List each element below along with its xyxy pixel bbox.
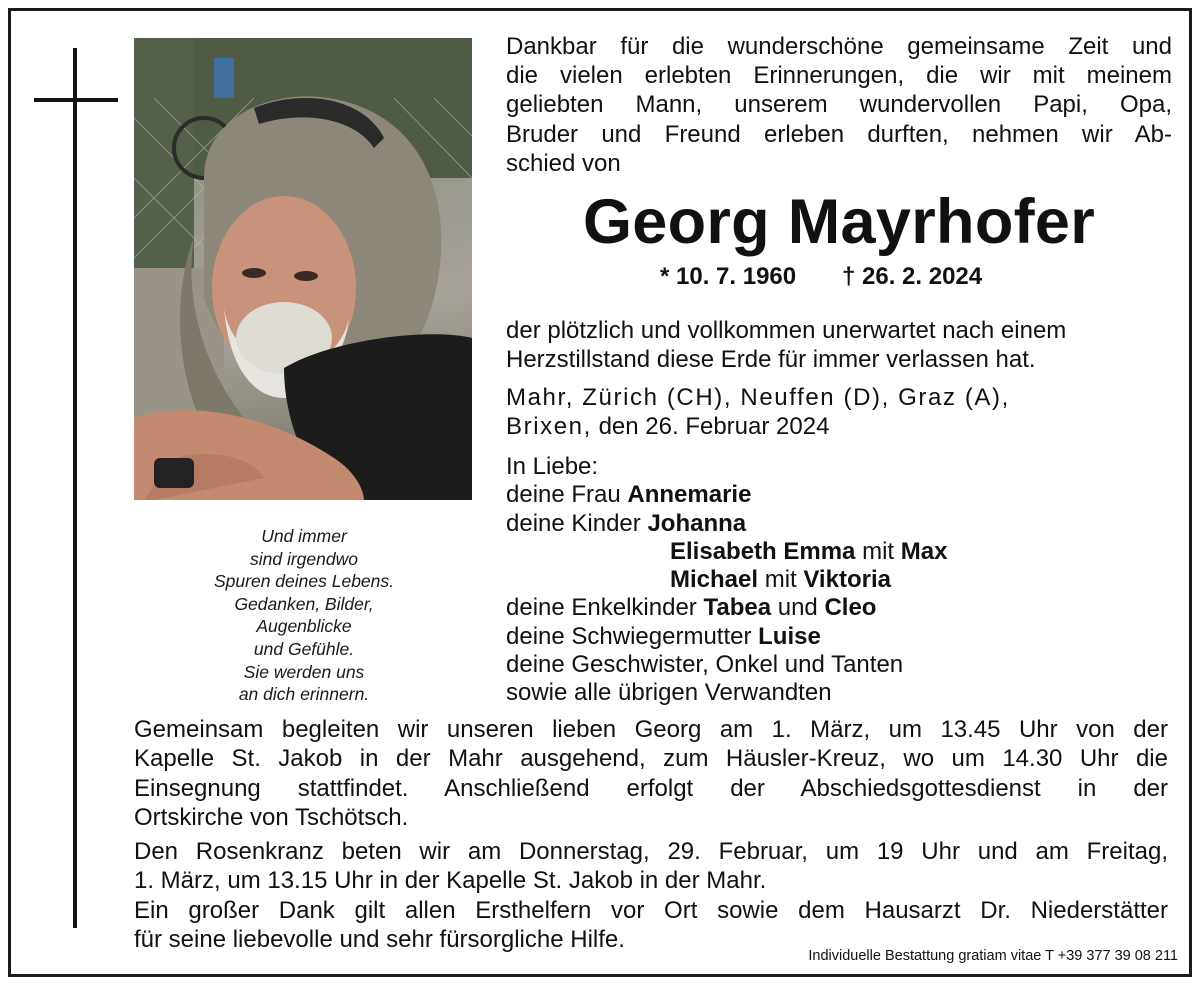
thanks-line: für seine liebevolle und sehr fürsorgliche Hilfe.: [134, 926, 625, 954]
mourner-name: Johanna: [647, 509, 747, 537]
connector-text: mit: [758, 566, 804, 594]
thanks-line: Ein großer Dank gilt allen Ersthelfern vor Ort sowie dem Hausarzt Dr. Niederstätter: [134, 896, 1168, 924]
mourner-child: [506, 566, 1172, 594]
mourner-motherinlaw: [506, 623, 1172, 651]
places-and-date: [506, 383, 1172, 441]
greeting: In Liebe:: [506, 453, 599, 480]
mourner-name: Max: [900, 537, 948, 565]
notice-date: den 26. Februar 2024: [591, 413, 830, 440]
relation-label: deine Frau: [506, 481, 628, 509]
poem-line: an dich erinnern.: [238, 684, 370, 705]
cross-icon-bar: [34, 98, 118, 102]
place-brixen: Brixen,: [506, 413, 592, 440]
intro-line: geliebten Mann, unserem wundervollen Papi, Opa,: [506, 91, 1172, 119]
rosary-paragraph: [134, 837, 1168, 896]
poem-line: Gedanken, Bilder,: [234, 593, 374, 614]
cross-icon: [73, 48, 77, 928]
relation-label: deine Kinder: [506, 509, 648, 537]
death-date: † 26. 2. 2024: [842, 263, 983, 290]
mourner-name: Annemarie: [627, 481, 752, 509]
intro-line: schied von: [506, 149, 621, 177]
mourner-children: [506, 510, 1172, 538]
poem-line: und Gefühle.: [253, 638, 355, 659]
intro-text: [506, 32, 1172, 178]
mourner-grandchildren: [506, 594, 1172, 622]
circumstance-line: der plötzlich und vollkommen unerwartet nach einem: [506, 317, 1067, 344]
intro-line: Dankbar für die wunderschöne gemeinsame Zeit und: [506, 33, 1172, 60]
poem-line: sind irgendwo: [250, 548, 358, 569]
mourner-child: [506, 538, 1172, 566]
places-line: Mahr, Zürich (CH), Neuffen (D), Graz (A),: [506, 384, 1010, 411]
funeral-line: Kapelle St. Jakob in der Mahr ausgehend, zum Häusler-Kreuz, wo um 14.30 Uhr die: [134, 745, 1168, 773]
funeral-line: Einsegnung stattfindet. Anschließend erfolgt der Abschiedsgottesdienst in der: [134, 774, 1168, 802]
mourner-wife: [506, 481, 1172, 509]
mourner-siblings: deine Geschwister, Onkel und Tanten: [506, 651, 904, 679]
mourner-name: Viktoria: [803, 566, 891, 594]
mourner-name: Elisabeth Emma: [670, 537, 856, 565]
relation-label: deine Schwiegermutter: [506, 622, 759, 650]
mourner-name: Michael: [670, 566, 759, 594]
mourners-list: [506, 453, 1172, 708]
funeral-line: Gemeinsam begleiten wir unseren lieben Georg am 1. März, um 13.45 Uhr von der: [134, 716, 1168, 743]
connector-text: und: [771, 594, 825, 622]
deceased-name: Georg Mayrhofer: [582, 187, 1096, 257]
intro-line: Bruder und Freund erleben durften, nehmen wir Ab-: [506, 120, 1172, 148]
funeral-paragraph: [134, 715, 1168, 832]
poem-line: Spuren deines Lebens.: [214, 571, 394, 592]
rosary-line: Den Rosenkranz beten wir am Donnerstag, 29. Februar, um 19 Uhr und am Freitag,: [134, 838, 1168, 866]
memorial-poem: [176, 525, 432, 706]
intro-line: die vielen erlebten Erinnerungen, die wir mit meinem: [506, 62, 1172, 90]
mourner-relatives: sowie alle übrigen Verwandten: [506, 679, 832, 707]
poem-line: Sie werden uns: [243, 661, 365, 682]
connector-text: mit: [855, 537, 901, 565]
service-details: [134, 715, 1168, 959]
circumstance-line: Herzstillstand diese Erde für immer verlassen hat.: [506, 346, 1036, 373]
funeral-line: Ortskirche von Tschötsch.: [134, 803, 409, 831]
funeral-home-credit: Individuelle Bestattung gratiam vitae T +39 377 39 08 211: [808, 948, 1178, 964]
poem-line: Augenblicke: [256, 616, 352, 637]
mourner-name: Tabea: [703, 594, 772, 622]
circumstance-text: [506, 316, 1172, 374]
rosary-line: 1. März, um 13.15 Uhr in der Kapelle St. Jakob in der Mahr.: [134, 867, 767, 895]
date-line: [506, 412, 1172, 441]
mourner-name: Cleo: [824, 594, 877, 622]
relation-label: deine Enkelkinder: [506, 594, 704, 622]
poem-line: Und immer: [261, 526, 347, 546]
birth-date: * 10. 7. 1960: [660, 263, 797, 290]
portrait-photo: [134, 38, 472, 500]
mourner-name: Luise: [758, 622, 821, 650]
